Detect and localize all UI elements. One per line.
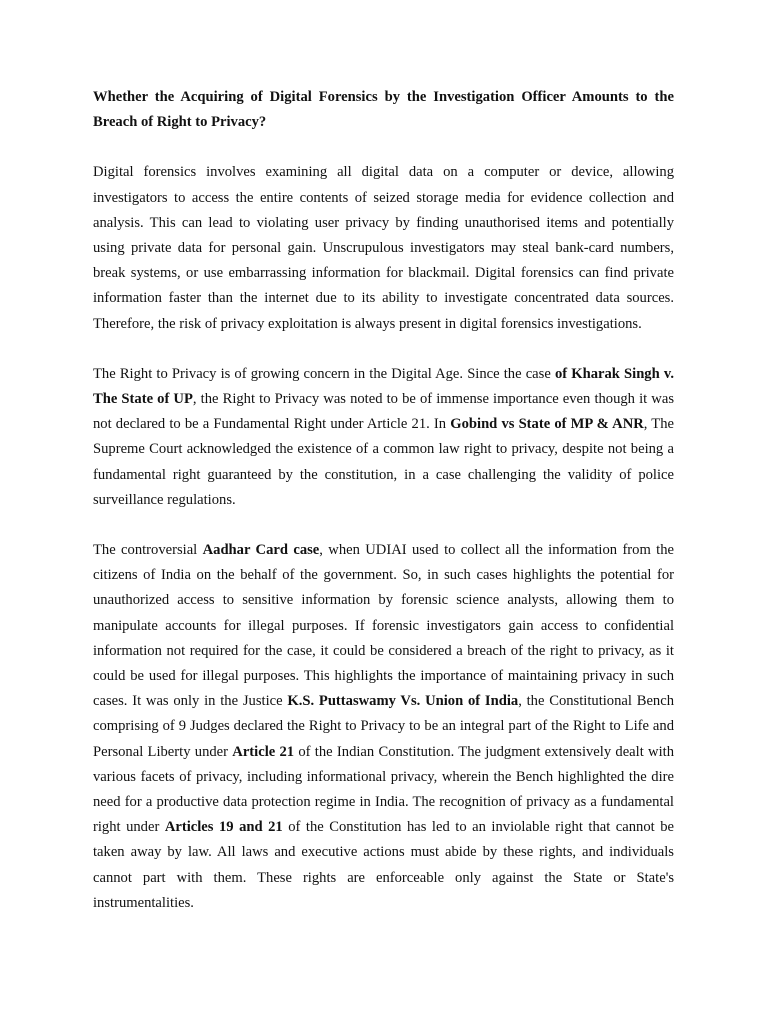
paragraph-aadhar-case [93, 538, 674, 916]
text-run: of the Constitution has led to an inviolable right that cannot be taken away by law. All laws and executive actions must abide by these rights, and individuals cannot part with them. These rights are enforceable only against the State or State's instrumentalities. [93, 819, 674, 911]
case-name-gobind: Gobind vs State of MP & ANR [450, 416, 644, 433]
document-page [93, 85, 674, 941]
text-run: , The Supreme Court acknowledged the existence of a common law right to privacy, despite not being a fundamental right guaranteed by the constitution, in a case challenging the validity of police surveillance regulations. [93, 416, 674, 508]
text-run: The controversial [93, 542, 203, 559]
text-run: , when UDIAI used to collect all the information from the citizens of India on the behalf of the government. So, in such cases highlights the potential for unauthorized access to sensitive information by forensic science analysts, allowing them to manipulate accounts for illegal purposes. If forensic investigators gain access to confidential information not required for the case, it could be considered a breach of the right to privacy, as it could be used for illegal purposes. This highlights the importance of maintaining privacy in such cases. It was only in the Justice [93, 542, 675, 710]
paragraph-right-to-privacy [93, 362, 674, 513]
text-run: , the Right to Privacy was noted to be of immense importance even though it was not declared to be a Fundamental Right under Article 21. In [93, 391, 675, 433]
case-name-kharak-singh: of Kharak Singh v. The State of UP [93, 365, 674, 408]
article-21: Article 21 [232, 743, 295, 760]
text-run: The Right to Privacy is of growing concern in the Digital Age. Since the case [93, 365, 555, 382]
text-run: of the Indian Constitution. The judgment extensively dealt with various facets of privacy, including informational privacy, wherein the Bench highlighted the dire need for a productive data protection regime in India. The recognition of privacy as a fundamental right under [93, 743, 674, 836]
case-name-aadhar: Aadhar Card case [202, 542, 320, 559]
document-title: Whether the Acquiring of Digital Forensics by the Investigation Officer Amounts to the Breach of Right to Privacy? [93, 89, 674, 131]
paragraph-digital-forensics: Digital forensics involves examining all digital data on a computer or device, allowing investigators to access the entire contents of seized storage media for evidence collection and analysis. This can lead to violating user privacy by finding unauthorised items and potentially using private data for personal gain. Unscrupulous investigators may steal bank-card numbers, break systems, or use embarrassing information for blackmail. Digital forensics can find private information faster than the internet due to its ability to investigate concentrated data sources. Therefore, the risk of privacy exploitation is always present in digital forensics investigations. [93, 164, 674, 332]
case-name-puttaswamy: K.S. Puttaswamy Vs. Union of India [287, 693, 519, 710]
text-run: , the Constitutional Bench comprising of 9 Judges declared the Right to Privacy to be an integral part of the Right to Life and Personal Liberty under [93, 693, 674, 760]
articles-19-21: Articles 19 and 21 [164, 819, 283, 836]
